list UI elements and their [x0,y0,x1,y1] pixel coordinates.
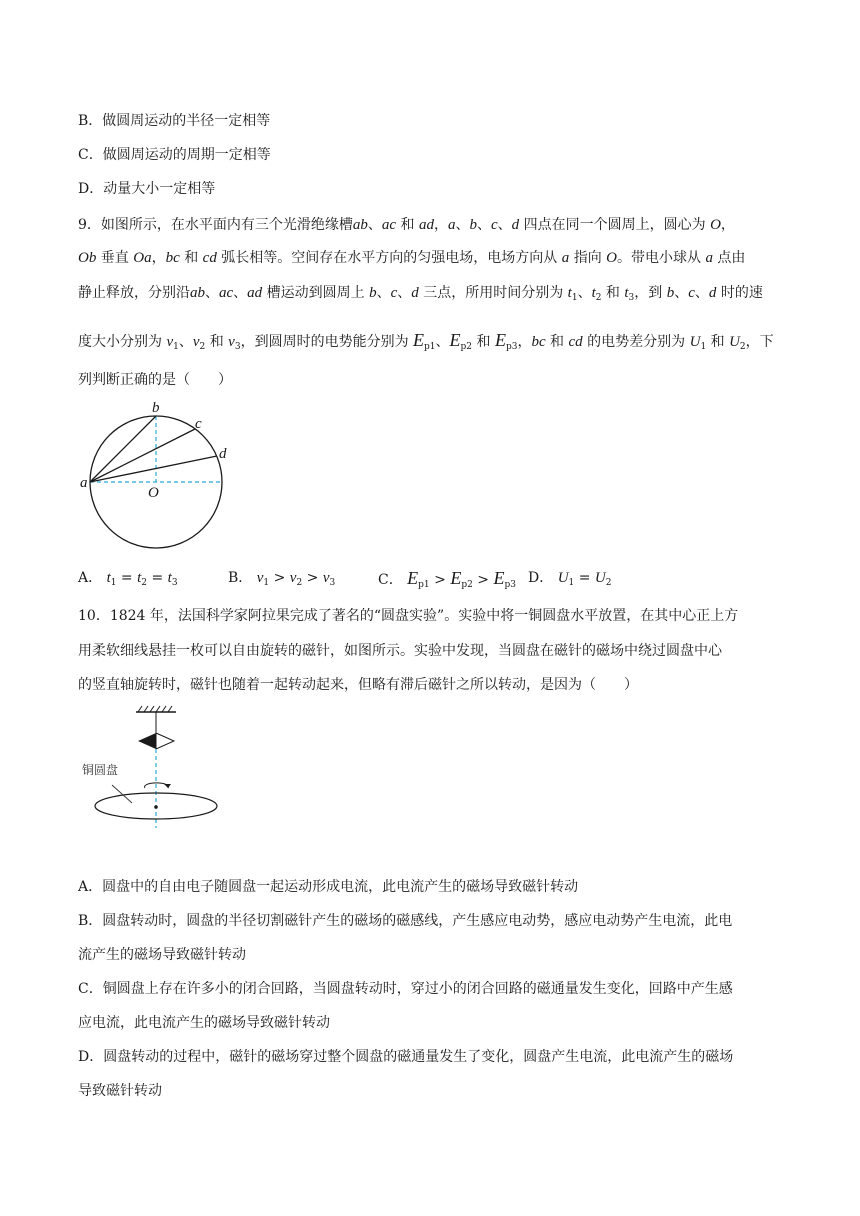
groove-ac [90,429,195,482]
needle-north [138,733,156,749]
q9-stem-line5: 列判断正确的是（ ） [78,372,232,388]
q10-option-a: A．圆盘中的自由电子随圆盘一起运动形成电流，此电流产生的磁场导致磁针转动 [78,879,579,895]
q10-option-c-line2: 应电流，此电流产生的磁场导致磁针转动 [78,1015,330,1031]
q10-option-d-line1: D．圆盘转动的过程中，磁针的磁场穿过整个圆盘的磁通量发生了变化，圆盘产生电流，此电流产生的磁场 [78,1049,734,1065]
q10-option-d-line2: 导致磁针转动 [78,1083,162,1099]
needle-south [156,733,174,749]
q9-option-a: A． $t_1 = t_2 = t_3$ [78,570,178,588]
label-c: c [195,416,202,432]
q10-option-c-line1: C．铜圆盘上存在许多小的闭合回路，当圆盘转动时，穿过小的闭合回路的磁通量发生变化，回路中产生感 [78,981,733,997]
q9-stem-line4: 度大小分别为 $v_1$、$v_2$ 和 $v_3$，到圆周时的电势能分别为 $E_{p1}$、$E_{p2}$ 和 $E_{p3}$，bc 和 cd 的电势差分别为 $U_1$ 和 $U_2$，下 [78,330,774,352]
q8-option-d: D．动量大小一定相等 [78,181,216,197]
q8-option-b: B．做圆周运动的半径一定相等 [78,113,271,129]
q9-option-c: C． $E_{p1} > E_{p2} > E_{p3}$ [378,568,516,590]
disk-label: 铜圆盘 [82,763,119,777]
q8-option-c: C．做圆周运动的周期一定相等 [78,147,271,163]
q9-option-d: D． $U_1 = U_2$ [528,570,612,588]
label-o: O [148,485,159,501]
disk-center [154,805,158,809]
groove-ad [90,456,217,482]
label-a: a [80,475,88,491]
q10-option-b-line2: 流产生的磁场导致磁针转动 [78,947,246,963]
q9-circle-diagram [78,398,248,578]
q9-option-b: B． $v_1 > v_2 > v_3$ [228,570,336,588]
q10-option-b-line1: B．圆盘转动时，圆盘的半径切割磁针产生的磁场的磁感线，产生感应电动势，感应电动势产生电流，此电 [78,913,733,929]
q10-stem-line1: 10．1824 年，法国科学家阿拉果完成了著名的“圆盘实验”。实验中将一铜圆盘水平放置，在其中心正上方 [78,608,739,624]
label-d: d [219,446,227,462]
groove-ab [90,416,156,482]
label-b: b [152,400,160,416]
q9-stem-line1: 9．如图所示，在水平面内有三个光滑绝缘槽ab、ac 和 ad，a、b、c、d 四点在同一个圆周上，圆心为 O， [78,217,735,233]
q9-stem-line3: 静止释放，分别沿ab、ac、ad 槽运动到圆周上 b、c、d 三点，所用时间分别为 $t_1$、$t_2$ 和 $t_3$，到 b、c、d 时的速 [78,285,763,303]
q9-stem-line2: Ob 垂直 Oa，bc 和 cd 弧长相等。空间存在水平方向的匀强电场，电场方向从 a 指向 O。带电小球从 a 点由 [78,250,746,266]
q10-stem-line2: 用柔软细线悬挂一枚可以自由旋转的磁针，如图所示。实验中发现，当圆盘在磁针的磁场中绕过圆盘中心 [78,643,722,659]
q10-stem-line3: 的竖直轴旋转时，磁针也随着一起转动起来，但略有滞后磁针之所以转动，是因为（ ） [78,677,638,693]
q10-disk-diagram [78,704,238,832]
